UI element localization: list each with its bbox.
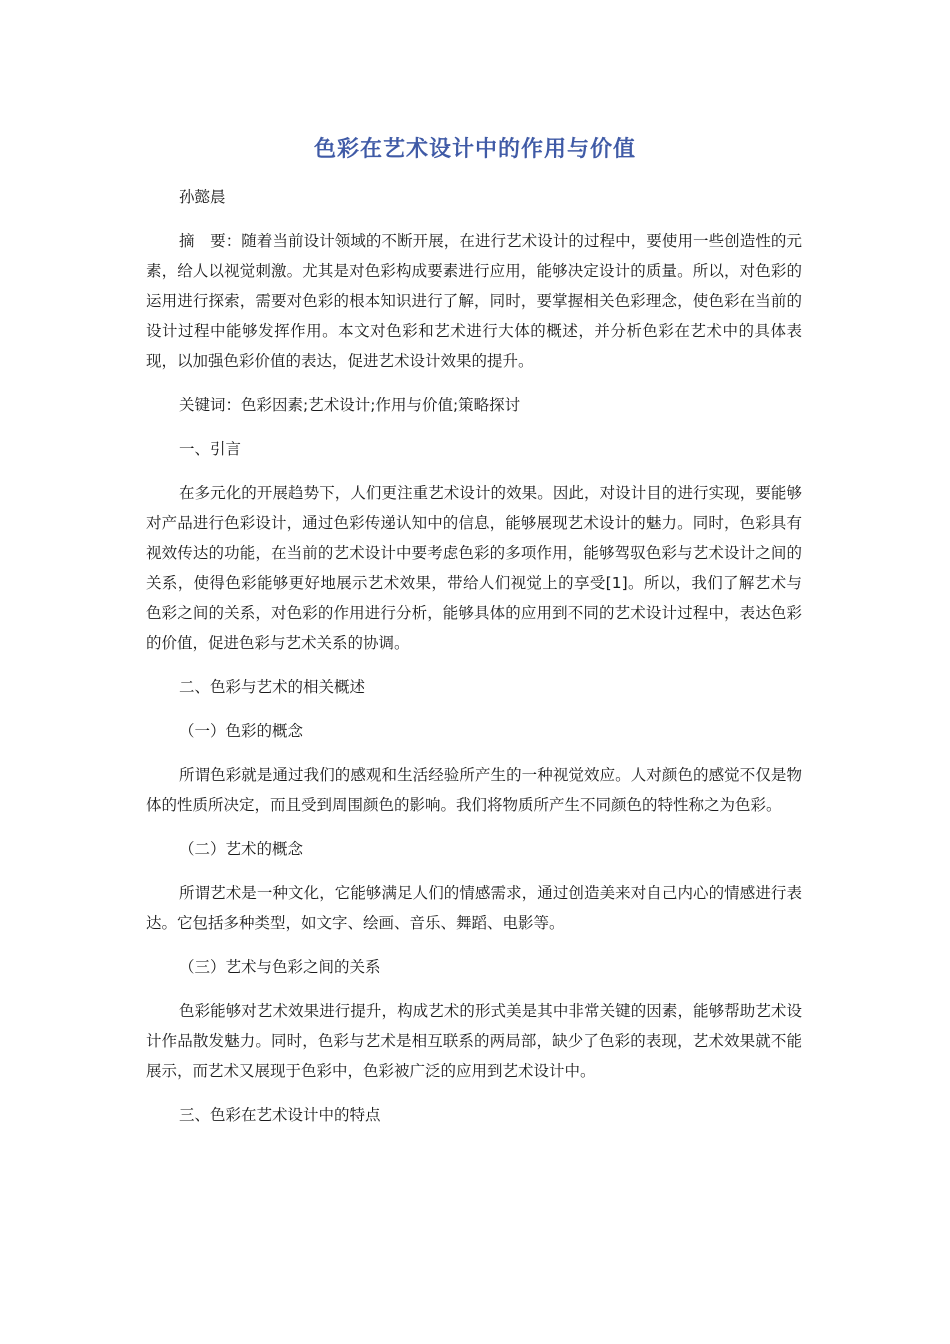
- color-concept-paragraph: 所谓色彩就是通过我们的感观和生活经验所产生的一种视觉效应。人对颜色的感觉不仅是物体的性质所决定，而且受到周围颜色的影响。我们将物质所产生不同颜色的特性称之为色彩。: [146, 766, 802, 814]
- abstract-paragraph: 摘 要：随着当前设计领域的不断开展，在进行艺术设计的过程中，要使用一些创造性的元素，给人以视觉刺激。尤其是对色彩构成要素进行应用，能够决定设计的质量。所以，对色彩的运用进行探索，需要对色彩的根本知识进行了解，同时，要掌握相关色彩理念，使色彩在当前的设计过程中能够发挥作用。本文对色彩和艺术进行大体的概述，并分析色彩在艺术中的具体表现，以加强色彩价值的表达，促进艺术设计效果的提升。: [146, 232, 802, 370]
- subheading-art-concept: （二）艺术的概念: [179, 840, 304, 858]
- document-body: [146, 182, 802, 1144]
- subheading-color-concept: （一）色彩的概念: [179, 722, 304, 740]
- art-color-relation-paragraph: 色彩能够对艺术效果进行提升，构成艺术的形式美是其中非常关键的因素，能够帮助艺术设计作品散发魅力。同时，色彩与艺术是相互联系的两局部，缺少了色彩的表现，艺术效果就不能展示，而艺术又展现于色彩中，色彩被广泛的应用到艺术设计中。: [146, 1002, 802, 1080]
- art-concept-paragraph: 所谓艺术是一种文化，它能够满足人们的情感需求，通过创造美来对自己内心的情感进行表达。它包括多种类型，如文字、绘画、音乐、舞蹈、电影等。: [146, 884, 802, 932]
- author-name: 孙懿晨: [179, 188, 226, 206]
- document-title: 色彩在艺术设计中的作用与价值: [313, 137, 636, 162]
- subheading-art-color-relation: （三）艺术与色彩之间的关系: [179, 958, 381, 976]
- introduction-paragraph: 在多元化的开展趋势下，人们更注重艺术设计的效果。因此，对设计目的进行实现，要能够对产品进行色彩设计，通过色彩传递认知中的信息，能够展现艺术设计的魅力。同时，色彩具有视效传达的功能，在当前的艺术设计中要考虑色彩的多项作用，能够驾驭色彩与艺术设计之间的关系，使得色彩能够更好地展示艺术效果，带给人们视觉上的享受[1]。所以，我们了解艺术与色彩之间的关系，对色彩的作用进行分析，能够具体的应用到不同的艺术设计过程中，表达色彩的价值，促进色彩与艺术关系的协调。: [146, 484, 802, 652]
- section-heading-characteristics: 三、色彩在艺术设计中的特点: [179, 1106, 381, 1124]
- section-heading-overview: 二、色彩与艺术的相关概述: [179, 678, 366, 696]
- section-heading-introduction: 一、引言: [179, 440, 242, 458]
- keywords-line: 关键词：色彩因素;艺术设计;作用与价值;策略探讨: [179, 396, 521, 414]
